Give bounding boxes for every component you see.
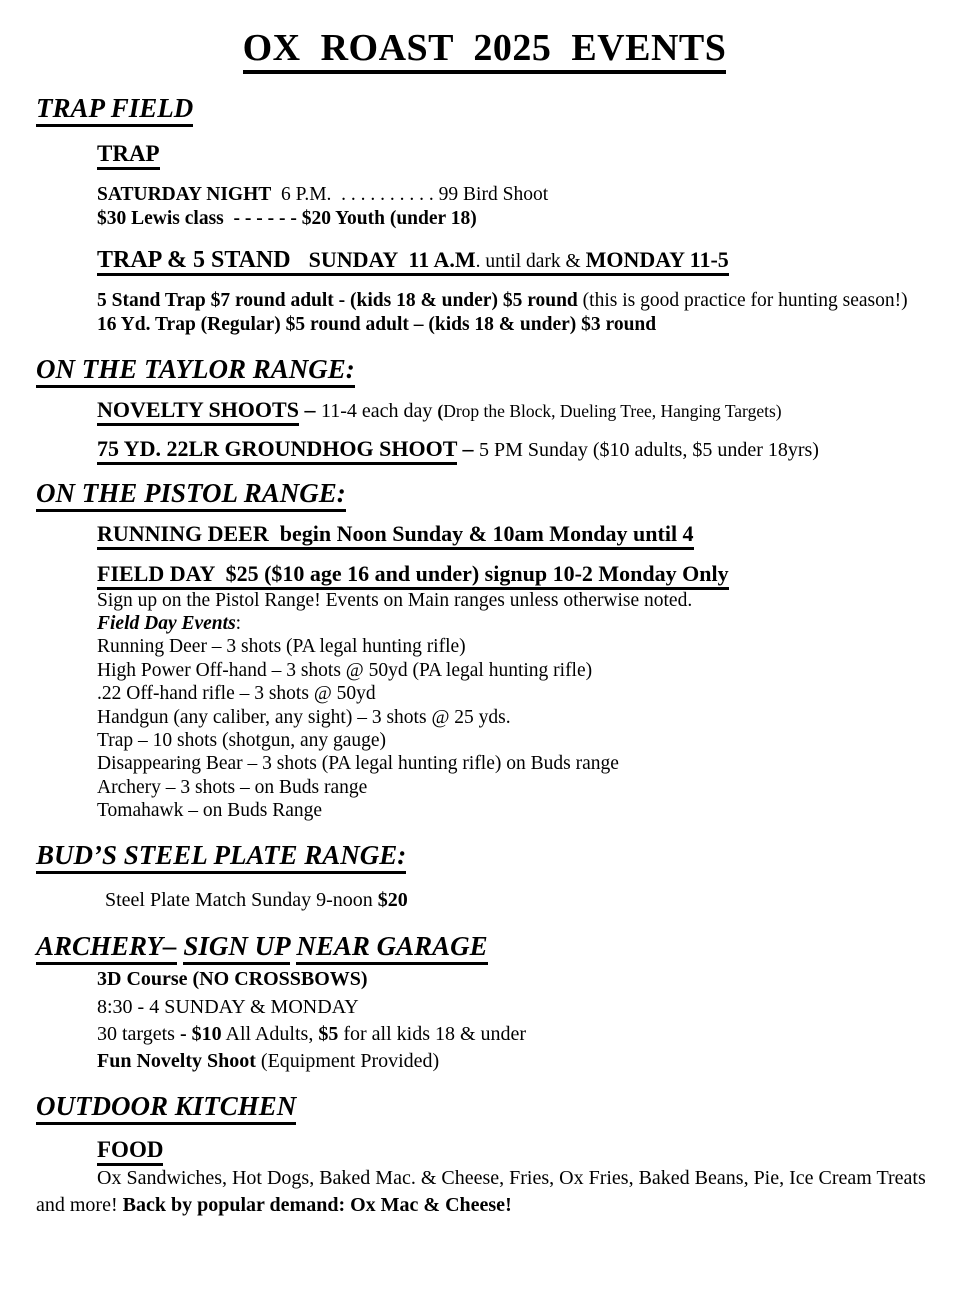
archery-price-line: 30 targets - $10 All Adults, $5 for all kids 18 & under xyxy=(97,1022,527,1045)
section-heading-outdoor-kitchen: OUTDOOR KITCHEN xyxy=(36,1090,969,1122)
field-day-events-label: Field Day Events: xyxy=(97,613,242,635)
novelty-shoots-label: NOVELTY SHOOTS xyxy=(97,397,299,426)
section-heading-pistol-range: ON THE PISTOL RANGE: xyxy=(36,477,969,509)
saturday-night-line xyxy=(97,183,969,206)
lewis-class-line: $30 Lewis class - - - - - - $20 Youth (under 18) xyxy=(97,208,477,230)
field-day-event: Disappearing Bear – 3 shots (PA legal hunting rifle) on Buds range xyxy=(97,753,619,775)
novelty-shoots-time: 11-4 each day xyxy=(320,399,438,422)
section-heading-trap-field: TRAP FIELD xyxy=(36,92,969,124)
running-deer-heading: RUNNING DEER begin Noon Sunday & 10am Monday until 4 xyxy=(97,521,969,547)
food-menu-highlight: Back by popular demand: Ox Mac & Cheese! xyxy=(122,1193,512,1216)
food-menu-paragraph xyxy=(36,1165,947,1219)
five-stand-price-line: 5 Stand Trap $7 round adult - (kids 18 & under) $5 round (this is good practice for hunting season!) xyxy=(97,289,908,311)
archery-time-line: 8:30 - 4 SUNDAY & MONDAY xyxy=(97,995,359,1018)
groundhog-shoot-line: 75 YD. 22LR GROUNDHOG SHOOT – 5 PM Sunday ($10 adults, $5 under 18yrs) xyxy=(97,436,969,463)
field-day-event: .22 Off-hand rifle – 3 shots @ 50yd xyxy=(97,683,376,705)
groundhog-shoot-details: 5 PM Sunday ($10 adults, $5 under 18yrs) xyxy=(478,438,819,461)
trap-5-stand-monday: MONDAY 11-5 xyxy=(585,246,729,272)
field-day-event: Handgun (any caliber, any sight) – 3 shots @ 25 yds. xyxy=(97,706,511,728)
subsection-heading-trap-5-stand xyxy=(97,247,969,275)
section-heading-buds-steel-plate: BUD’S STEEL PLATE RANGE: xyxy=(36,839,969,871)
saturday-night-label: SATURDAY NIGHT xyxy=(97,184,272,205)
groundhog-shoot-label: 75 YD. 22LR GROUNDHOG SHOOT xyxy=(97,436,457,465)
field-day-event: Running Deer – 3 shots (PA legal hunting rifle) xyxy=(97,636,466,658)
steel-plate-price: $20 xyxy=(377,888,408,911)
sixteen-yd-price-line: 16 Yd. Trap (Regular) $5 round adult – (kids 18 & under) $3 round xyxy=(97,314,657,336)
trap-5-stand-label: TRAP & 5 STAND xyxy=(97,246,309,273)
novelty-shoots-line: NOVELTY SHOOTS – 11-4 each day (Drop the Block, Dueling Tree, Hanging Targets) xyxy=(97,397,969,424)
page-title xyxy=(0,0,969,70)
field-day-event: High Power Off-hand – 3 shots @ 50yd (PA legal hunting rifle) xyxy=(97,659,593,681)
archery-fun-shoot-line: Fun Novelty Shoot (Equipment Provided) xyxy=(97,1050,440,1073)
subsection-heading-food: FOOD xyxy=(97,1136,969,1163)
food-menu-items: Ox Sandwiches, Hot Dogs, Baked Mac. & Cheese, Fries, Ox Fries, Baked Beans, Pie, Ice Cream Treats and more! xyxy=(36,1166,931,1216)
subsection-heading-trap: TRAP xyxy=(97,140,969,167)
trap-5-stand-sunday: SUNDAY 11 A.M xyxy=(308,246,476,272)
steel-plate-match-line: Steel Plate Match Sunday 9-noon $20 xyxy=(105,888,408,911)
page-title-text: OX ROAST 2025 EVENTS xyxy=(243,27,727,74)
field-day-heading: FIELD DAY $25 ($10 age 16 and under) signup 10-2 Monday Only xyxy=(97,561,969,587)
section-heading-taylor-range: ON THE TAYLOR RANGE: xyxy=(36,353,969,385)
saturday-night-details: 6 P.M. . . . . . . . . . . 99 Bird Shoot xyxy=(271,184,549,205)
archery-course-line: 3D Course (NO CROSSBOWS) xyxy=(97,968,368,991)
trap-5-stand-until-dark: . until dark & xyxy=(475,250,586,272)
field-day-signup-note: Sign up on the Pistol Range! Events on Main ranges unless otherwise noted. xyxy=(97,589,693,611)
section-heading-archery: ARCHERY– SIGN UP NEAR GARAGE xyxy=(36,930,969,962)
novelty-shoots-games: Drop the Block, Dueling Tree, Hanging Targets) xyxy=(443,400,782,421)
field-day-event: Archery – 3 shots – on Buds range xyxy=(97,776,368,798)
field-day-event: Tomahawk – on Buds Range xyxy=(97,800,323,822)
field-day-event: Trap – 10 shots (shotgun, any gauge) xyxy=(97,730,387,752)
